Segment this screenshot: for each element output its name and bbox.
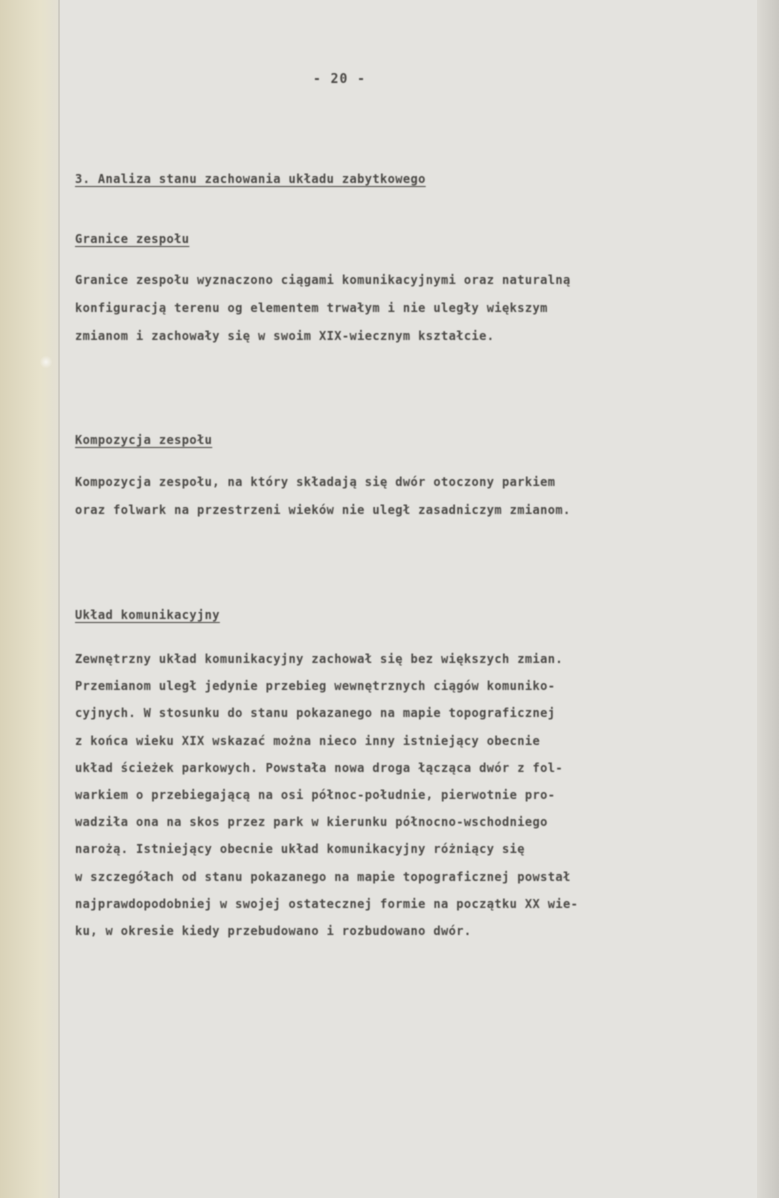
paragraph-uklad-komunikacyjny <box>75 646 755 945</box>
paper-mark <box>40 355 52 369</box>
paragraph-kompozycja <box>75 468 755 524</box>
text-line: konfiguracją terenu og elementem trwałym i nie uległy większym <box>75 301 548 315</box>
text-line: cyjnych. W stosunku do stanu pokazanego na mapie topograficznej <box>75 706 556 721</box>
section-title: 3. Analiza stanu zachowania układu zabytkowego <box>75 172 426 186</box>
text-line: zmianom i zachowały się w swoim XIX-wiecznym kształcie. <box>75 329 495 343</box>
left-page-margin <box>0 0 58 1198</box>
right-page-margin <box>757 0 779 1198</box>
text-line: układ ścieżek parkowych. Powstała nowa droga łącząca dwór z fol- <box>75 760 563 775</box>
text-line: ku, w okresie kiedy przebudowano i rozbudowano dwór. <box>75 923 472 938</box>
text-line: oraz folwark na przestrzeni wieków nie uległ zasadniczym zmianom. <box>75 503 571 517</box>
text-line: narożą. Istniejący obecnie układ komunikacyjny różniący się <box>75 842 525 857</box>
text-line: w szczegółach od stanu pokazanego na mapie topograficznej powstał <box>75 869 571 884</box>
text-line: z końca wieku XIX wskazać można nieco inny istniejący obecnie <box>75 733 541 748</box>
text-line: Przemianom uległ jedynie przebieg wewnętrznych ciągów komuniko- <box>75 679 556 694</box>
text-line: najprawdopodobniej w swojej ostatecznej formie na początku XX wie- <box>75 896 579 911</box>
subheading-granice: Granice zespołu <box>75 232 190 246</box>
text-line: Kompozycja zespołu, na który składają się dwór otoczony parkiem <box>75 475 556 489</box>
text-line: Zewnętrzny układ komunikacyjny zachował się bez większych zmian. <box>75 652 563 666</box>
subheading-uklad-komunikacyjny: Układ komunikacyjny <box>75 608 220 622</box>
paragraph-granice <box>75 266 755 350</box>
text-line: Granice zespołu wyznaczono ciągami komunikacyjnymi oraz naturalną <box>75 273 571 287</box>
subheading-kompozycja: Kompozycja zespołu <box>75 433 213 447</box>
text-line: wadziła ona na skos przez park w kierunku północno-wschodniego <box>75 815 548 830</box>
text-line: warkiem o przebiegającą na osi północ-południe, pierwotnie pro- <box>75 787 556 802</box>
page-edge <box>58 0 60 1198</box>
page-number: - 20 - <box>313 72 366 87</box>
